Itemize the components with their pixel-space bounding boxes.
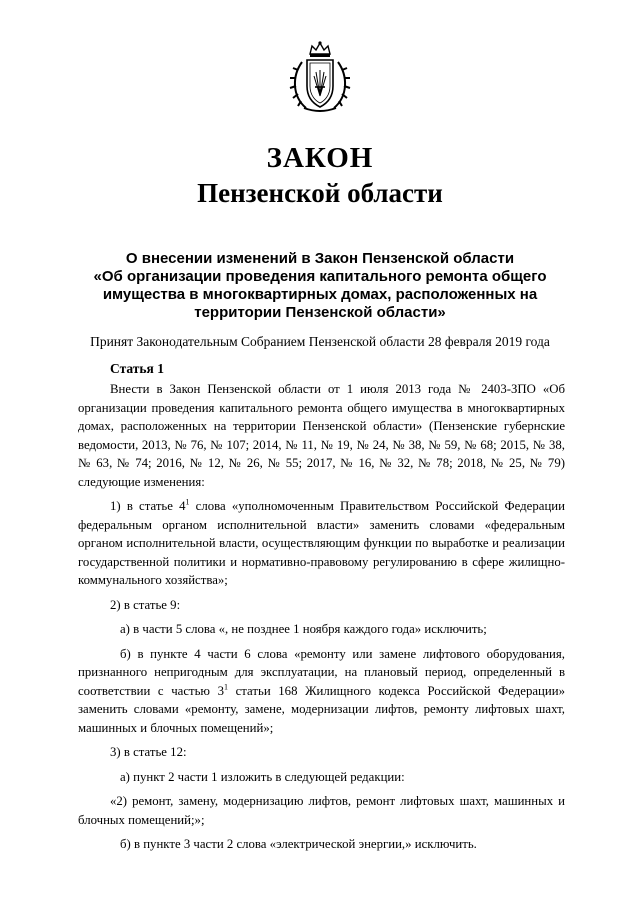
heading-line: О внесении изменений в Закон Пензенской области [125, 250, 515, 267]
item-2b-text-start: б) в пункте 4 части 6 слова «ремонту или замене лифтового оборудования, признанного непригодным для эксплуатации, на плановый период, определенный в соответствии с частью 3 [78, 646, 565, 698]
item-1-superscript: 1 [185, 497, 190, 507]
document-subtitle: Пензенской области [197, 178, 443, 208]
item-2-paragraph: 2) в статье 9: [110, 597, 181, 612]
item-2b-paragraph [78, 645, 565, 738]
adoption-statement: Принят Законодательным Собранием Пензенской области 28 февраля 2019 года [90, 334, 550, 349]
item-2a-paragraph: а) в части 5 слова «, не позднее 1 ноября каждого года» исключить; [120, 622, 487, 636]
coat-of-arms-emblem [288, 40, 352, 116]
item-3a-paragraph: а) пункт 2 части 1 изложить в следующей редакции: [120, 769, 405, 784]
article-body [78, 380, 565, 854]
law-heading [80, 250, 560, 322]
article-label: Статья 1 [110, 361, 164, 376]
item-2b-text-end: статьи 168 Жилищного кодекса Российской Федерации» заменить словами «ремонту, замене, модернизации лифтов, ремонту лифтовых шахт, машинных и блочных помещений»; [78, 683, 565, 735]
document-title: ЗАКОН [266, 142, 374, 174]
item-2b-superscript: 1 [224, 682, 228, 692]
item-1-text-start: 1) в статье 4 [110, 499, 186, 513]
heading-line: территории Пензенской области» [194, 304, 446, 321]
heading-line: имущества в многоквартирных домах, расположенных на [102, 286, 538, 303]
item-1-text-end: слова «уполномоченным Правительством Российской Федерации федеральным органом исполнительной власти» заменить словами «федеральным органом исполнительной власти, осуществляющим функции по выработке и реализации государственной политики и нормативно-правовому регулированию в сфере жилищно-коммунального хозяйства»; [78, 499, 565, 587]
item-3b-paragraph: б) в пункте 3 части 2 слова «электрической энергии,» исключить. [120, 837, 477, 851]
intro-paragraph: Внести в Закон Пензенской области от 1 июля 2013 года № 2403-ЗПО «Об организации проведения капитального ремонта общего имущества в многоквартирных домах, расположенных на территории Пензенской области» (Пензенские губернские ведомости, 2013, № 76, № 107; 2014, № 11, № 19, № 24, № 38, № 59, № 68; 2015, № 38, № 63, № 74; 2016, № 12, № 26, № 55; 2017, № 16, № 32, № 78; 2018, № 25, № 79) следующие изменения: [78, 382, 565, 489]
heading-line: «Об организации проведения капитального ремонта общего [93, 268, 547, 285]
item-1-paragraph [78, 497, 565, 590]
item-3-paragraph: 3) в статье 12: [110, 745, 187, 759]
item-3a-quote: «2) ремонт, замену, модернизацию лифтов, ремонт лифтовых шахт, машинных и блочных помещений;»; [78, 794, 565, 827]
